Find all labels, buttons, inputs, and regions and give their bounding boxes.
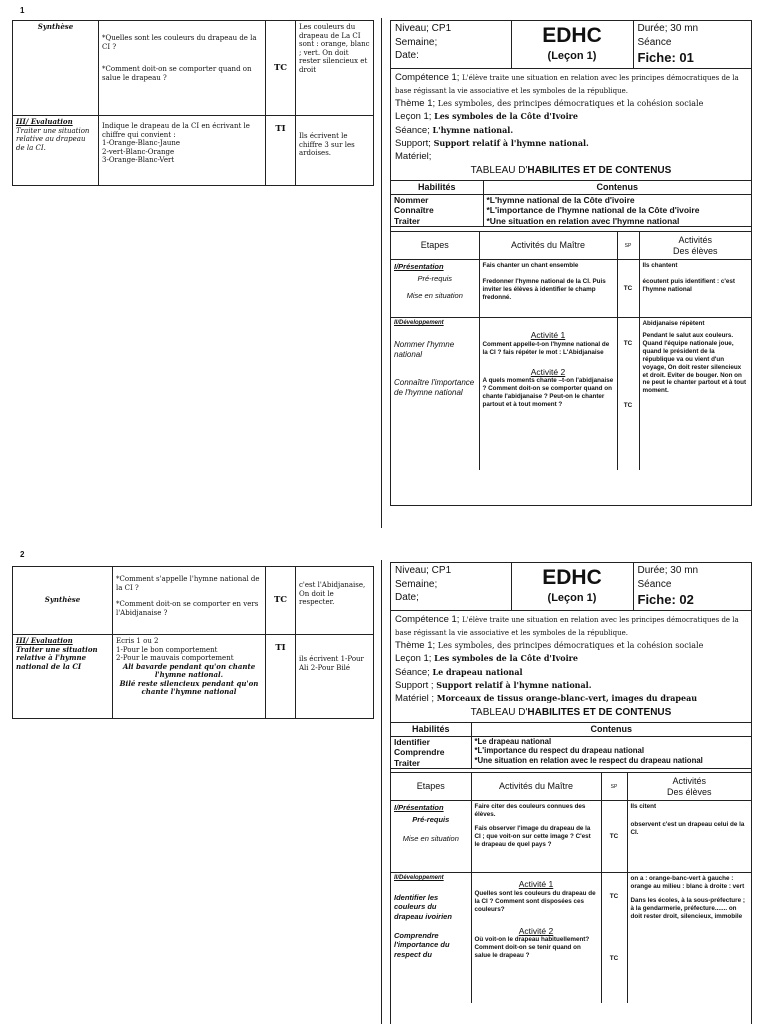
dev-step: Comprendre l'importance du respect du <box>394 931 450 959</box>
developpement-label: II/Développement <box>394 320 444 327</box>
sp-header: SP <box>617 232 639 260</box>
sheet-header <box>391 21 751 69</box>
tableau-title-bold: HABILITES ET DE CONTENUS <box>527 706 672 718</box>
contenu-item: *Une situation en relation avec l'hymne national <box>486 215 680 226</box>
materiel-label: Matériel ; <box>395 693 435 705</box>
page-number: 1 <box>20 6 25 15</box>
evaluation-description: Traiter une situation relative à l'hymne national de la CI <box>16 644 98 671</box>
evaluation-option: 2-vert-Blanc-Orange <box>102 147 175 156</box>
summary-table <box>12 20 374 186</box>
eleves-response: Abidjanaise répètent <box>642 320 705 328</box>
evaluation-label: III/ Evaluation <box>16 117 73 126</box>
theme-text: Les symboles, des principes démocratiques et la cohésion sociale <box>437 641 704 651</box>
sp-code: TC <box>617 260 639 318</box>
semaine-field: Semaine; <box>395 36 438 48</box>
lesson-sheet-02 <box>390 562 752 1024</box>
materiel-label: Matériel; <box>395 151 432 163</box>
fiche-number: Fiche: 02 <box>637 592 694 607</box>
prerequis-label: Pré-requis <box>417 273 453 283</box>
maitre-header: Activités du Maître <box>479 232 617 260</box>
seance-text: Le drapeau national <box>432 666 523 677</box>
synthese-questions <box>99 21 266 116</box>
synthese-answer: c'est l'Abidjanaise, On doit le respecter. <box>296 567 374 635</box>
developpement-label: II/Développement <box>394 875 444 882</box>
habilites-table <box>391 722 751 770</box>
column-divider <box>381 18 382 528</box>
lecon-text: Les symboles de la Côte d'Ivoire <box>434 653 578 664</box>
activite-1-title: Activité 1 <box>530 330 566 341</box>
tableau-title-bold: HABILITES ET DE CONTENUS <box>527 164 672 176</box>
support-label: Support; <box>395 138 431 150</box>
dev-step: Identifier les couleurs du drapeau ivoirien <box>394 892 452 921</box>
competence-label: Compétence 1; <box>395 71 460 83</box>
sp-code: TC <box>266 567 296 635</box>
lecon-label: Leçon 1; <box>395 111 432 123</box>
evaluation-answer: Ils écrivent le chiffre 3 sur les ardoises. <box>296 116 374 186</box>
theme-label: Thème 1; <box>395 98 436 110</box>
mise-situation-label: Mise en situation <box>402 834 459 844</box>
evaluation-situation: Bilé reste silencieux pendant qu'on chante l'hymne national <box>119 678 259 697</box>
fiche-number: Fiche: 01 <box>637 50 694 65</box>
evaluation-option: 1-Orange-Blanc-Jaune <box>102 139 181 148</box>
subject-title: EDHC <box>542 566 602 590</box>
niveau-field: Niveau; CP1 <box>395 23 452 34</box>
evaluation-answer: ils écrivent 1-Pour Ali 2-Pour Bilé <box>296 635 374 719</box>
presentation-step: Fredonner l'hymne national de la CI. Puis inviter les élèves à identifier le champ fredonné. <box>482 278 606 302</box>
eleves-response: observent c'est un drapeau celui de la CI. <box>630 821 745 837</box>
evaluation-option: 3-Orange-Blanc-Vert <box>102 156 175 165</box>
evaluation-option: 2-Pour le mauvais comportement <box>116 654 234 663</box>
etapes-header: Etapes <box>391 773 471 801</box>
sheet-info <box>391 611 751 722</box>
contenu-item: *L'importance du respect du drapeau national <box>474 746 645 756</box>
theme-label: Thème 1; <box>395 640 436 652</box>
tableau-title: TABLEAU D' <box>470 706 528 718</box>
habilite-item: Identifier <box>394 736 430 747</box>
duree-field: Durée; 30 mn <box>637 565 699 576</box>
eleves-header: Activités <box>678 235 712 245</box>
eleves-header: Des élèves <box>666 786 712 797</box>
presentation-label: I/Présentation <box>394 262 444 272</box>
evaluation-option: 1-Pour le bon comportement <box>116 645 218 654</box>
semaine-field: Semaine; <box>395 578 438 590</box>
lecon-label: Leçon 1; <box>395 653 432 665</box>
date-field: Date: <box>395 50 419 61</box>
sp-code: TI <box>266 635 296 719</box>
sheet-header <box>391 563 751 611</box>
sp-code: TI <box>266 116 296 186</box>
activite-1-text: Quelles sont les couleurs du drapeau de la CI ? Comment sont disposées ces couleurs? <box>474 890 596 913</box>
summary-table <box>12 566 374 719</box>
theme-text: Les symboles, des principes démocratiques et la cohésion sociale <box>437 99 704 109</box>
support-text: Support relatif à l'hymne national. <box>436 680 592 691</box>
eleves-response: Pendant le salut aux couleurs. Quand l'équipe nationale joue, quand le président de la république va ou vient d'un voyage, On doit rester silencieux et droit. Eviter de bouger. Non on ne peut le chanter partout et à tout moment. <box>642 332 747 395</box>
habilite-item: Connaître <box>394 205 434 216</box>
seance-label: Séance; <box>395 124 430 136</box>
sp-code: TC <box>609 955 619 963</box>
presentation-step: Fais observer l'image du drapeau de la CI ; que voit-on sur cette image ? C'est le drapeau de quel pays ? <box>474 825 591 848</box>
sp-code: TC <box>623 340 633 348</box>
sp-code: TC <box>266 21 296 116</box>
duree-field: Durée; 30 mn <box>637 23 699 34</box>
lecon-text: Les symboles de la Côte d'Ivoire <box>434 111 578 122</box>
contenus-header: Contenus <box>483 180 751 194</box>
competence-label: Compétence 1; <box>395 613 460 625</box>
materiel-text: Morceaux de tissus orange-blanc-vert, images du drapeau <box>436 693 698 704</box>
habilite-item: Traiter <box>394 757 420 768</box>
support-label: Support ; <box>395 680 434 692</box>
evaluation-task <box>113 635 266 719</box>
eleves-response: Ils citent <box>630 803 657 811</box>
contenu-item: *L'hymne national de la Côte d'ivoire <box>486 194 635 205</box>
sp-code: TC <box>609 893 619 901</box>
seance-field: Séance <box>637 36 672 48</box>
activite-2-title: Activité 2 <box>518 925 554 936</box>
sp-code: TC <box>601 801 627 873</box>
seance-text: L'hymne national. <box>432 124 514 135</box>
evaluation-task <box>99 116 266 186</box>
activite-1-text: Comment appelle-t-on l'hymne national de la CI ? fais répéter le mot : L'Abidjanaise <box>482 341 610 356</box>
synthese-questions <box>113 567 266 635</box>
subject-title: EDHC <box>542 24 602 48</box>
column-divider <box>381 560 382 1024</box>
evaluation-cell <box>13 635 113 719</box>
activite-2-text: A quels moments chante –t-on l'abidjanaise ? Comment doit-on se comporter quand on chante l'abidjanaise ? Peut-on le chanter partout et à tout moment ? <box>482 377 614 409</box>
synthese-question: *Comment doit-on se comporter en vers l'Abidjanaise ? <box>116 600 259 617</box>
synthese-label: Synthèse <box>13 21 99 116</box>
evaluation-description: Traiter une situation relative au drapeau de la CI. <box>16 126 90 152</box>
activite-2-title: Activité 2 <box>530 366 566 377</box>
evaluation-situation: Ali bavarde pendant qu'on chante l'hymne national. <box>122 661 256 680</box>
habilite-item: Nommer <box>394 194 429 205</box>
eleves-response: écoutent puis identifient : c'est l'hymne national <box>642 278 735 294</box>
contenu-item: *Le drapeau national <box>474 736 552 746</box>
contenus-header: Contenus <box>471 722 751 736</box>
evaluation-instruction: Ecris 1 ou 2 <box>116 637 159 645</box>
habilite-item: Comprendre <box>394 747 445 758</box>
sp-header: SP <box>601 773 627 801</box>
lecon-number: (Leçon 1) <box>547 50 597 63</box>
prerequis-label: Pré-requis <box>412 814 450 824</box>
etapes-table <box>391 231 751 470</box>
habilites-header: Habilités <box>391 180 483 194</box>
niveau-field: Niveau; CP1 <box>395 565 452 576</box>
evaluation-instruction: Indique le drapeau de la CI en écrivant le chiffre qui convient : <box>102 122 250 139</box>
mise-situation-label: Mise en situation <box>406 291 463 301</box>
etapes-table <box>391 772 751 1003</box>
activite-1-title: Activité 1 <box>518 879 554 890</box>
activite-2-text: Où voit-on le drapeau habituellement? Comment doit-on se tenir quand on salue le drapeau ? <box>474 936 590 960</box>
eleves-header: Activités <box>672 776 706 786</box>
competence-text: L'élève traite une situation en relation avec les principes démocratiques de la base régissant la vie associative et les symboles de la république. <box>395 615 739 637</box>
habilite-item: Traiter <box>394 215 420 226</box>
eleves-response: on a : orange-banc-vert à gauche : orange au milieu : blanc à droite : vert <box>630 875 745 891</box>
eleves-header: Des élèves <box>672 245 718 256</box>
presentation-label: I/Présentation <box>394 803 444 813</box>
tableau-title: TABLEAU D' <box>470 164 528 176</box>
seance-field: Séance <box>637 578 672 590</box>
habilites-table <box>391 180 751 228</box>
presentation-step: Fais chanter un chant ensemble <box>482 262 579 270</box>
synthese-question: *Quelles sont les couleurs du drapeau de la CI ? <box>102 34 257 51</box>
competence-text: L'élève traite une situation en relation avec les principes démocratiques de la base régissant la vie associative et les symboles de la république. <box>395 73 739 95</box>
date-field: Date; <box>395 592 419 603</box>
seance-label: Séance; <box>395 666 430 678</box>
sheet-info <box>391 69 751 180</box>
support-text: Support relatif à l'hymne national. <box>433 138 589 149</box>
contenu-item: *Une situation en relation avec le respect du drapeau national <box>474 756 703 766</box>
lesson-sheet-01 <box>390 20 752 506</box>
habilites-header: Habilités <box>391 722 471 736</box>
sp-code: TC <box>623 402 633 410</box>
contenu-item: *L'importance de l'hymne national de la Côte d'ivoire <box>486 205 700 216</box>
synthese-label: Synthèse <box>13 567 113 635</box>
maitre-header: Activités du Maître <box>471 773 601 801</box>
etapes-header: Etapes <box>391 232 479 260</box>
page-number: 2 <box>20 550 25 559</box>
eleves-response: Dans les écoles, à la sous-préfecture ; à la gendarmerie, préfecture....... on doit rester droit, silencieux, immobile <box>630 897 745 920</box>
evaluation-cell <box>13 116 99 186</box>
synthese-question: *Comment doit-on se comporter quand on salue le drapeau ? <box>102 65 252 82</box>
synthese-answer: Les couleurs du drapeau de La CI sont : orange, blanc ; vert. On doit rester silencieux et droit <box>296 21 374 116</box>
presentation-step: Faire citer des couleurs connues des élèves. <box>474 803 586 819</box>
lecon-number: (Leçon 1) <box>547 592 597 605</box>
eleves-response: Ils chantent <box>642 262 678 270</box>
synthese-question: *Comment s'appelle l'hymne national de la CI ? <box>116 575 260 592</box>
dev-step: Connaître l'importance de l'hymne national <box>394 377 475 397</box>
dev-step: Nommer l'hymne national <box>394 339 455 359</box>
evaluation-label: III/ Evaluation <box>16 636 73 645</box>
